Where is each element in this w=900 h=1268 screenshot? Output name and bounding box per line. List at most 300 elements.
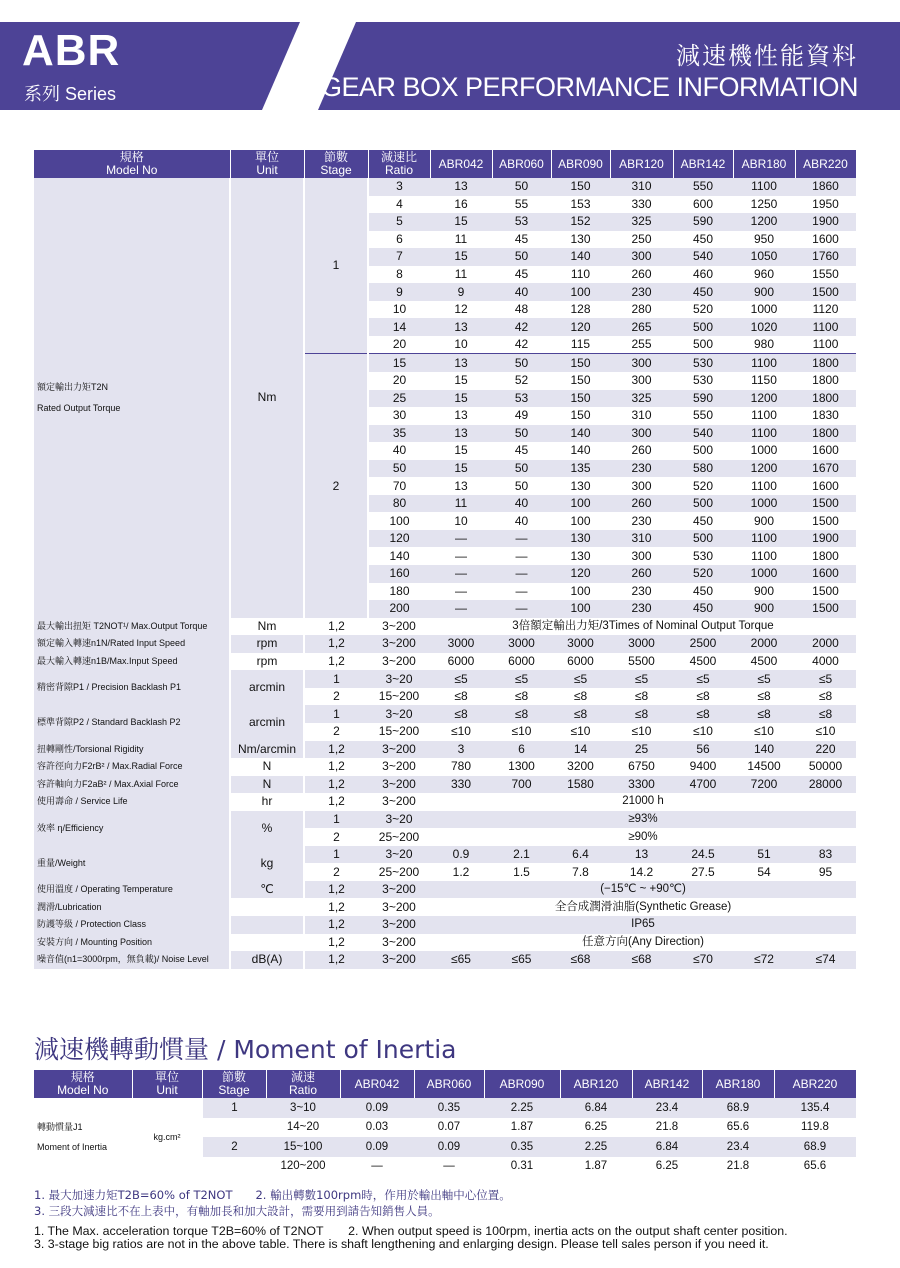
spec-unit: N [230, 776, 304, 794]
value-cell: 260 [631, 443, 652, 458]
value-cell: 300 [610, 425, 673, 443]
value-cell: 255 [631, 337, 652, 352]
value-cell: 150 [570, 373, 591, 388]
value-cell: 6000 [508, 654, 535, 669]
value-cell: 50 [492, 460, 551, 478]
value-cell: ≤5 [795, 670, 856, 688]
value-cell: 128 [570, 302, 591, 317]
value-cell: 55 [514, 196, 529, 211]
value-cell: 95 [818, 864, 833, 879]
value-cell: 540 [673, 248, 733, 266]
ratio-cell: 8 [396, 267, 403, 281]
value-cell: 6.25 [655, 1160, 679, 1173]
value-cell: 260 [631, 267, 652, 281]
value-cell: 13 [454, 478, 468, 493]
spec-unit [230, 898, 304, 916]
value-cell: 4500 [689, 654, 717, 669]
header-unit: 單位 Unit [132, 1070, 202, 1098]
table-row [34, 705, 856, 723]
spec-stage: 2 [333, 864, 340, 879]
inertia-ratio: 14~20 [286, 1121, 320, 1134]
header-unit: 單位 Unit [230, 150, 304, 178]
spec-stage: 2 [333, 689, 340, 704]
spec-stage: 1 [304, 705, 368, 723]
spec-span-value: 21000 h [622, 795, 664, 808]
value-cell: 540 [673, 425, 733, 443]
value-cell: 6000 [567, 654, 594, 669]
value-cell: 300 [631, 373, 652, 388]
value-cell: 16 [454, 196, 468, 211]
spec-ratio: 15~200 [378, 689, 420, 704]
spec-label: 標準背隙P2 / Standard Backlash P2 [34, 705, 230, 740]
value-cell: 4000 [812, 654, 839, 669]
table-row [34, 653, 856, 671]
value-cell: 150 [551, 390, 610, 408]
value-cell: 1000 [733, 495, 795, 513]
value-cell: 140 [570, 443, 591, 458]
inertia-stage: 1 [202, 1098, 266, 1118]
value-cell: 1800 [812, 373, 839, 388]
value-cell: ≤8 [573, 689, 588, 704]
value-cell: 1200 [733, 460, 795, 478]
value-cell: 140 [551, 425, 610, 443]
value-cell: ≤10 [451, 724, 471, 739]
value-cell: 15 [430, 248, 492, 266]
table-row [34, 618, 856, 636]
value-cell: 1120 [812, 302, 839, 317]
value-cell: 53 [492, 390, 551, 408]
value-cell: 6750 [628, 759, 655, 774]
ratio-cell: 40 [392, 443, 407, 458]
inertia-stage [202, 1118, 266, 1138]
inertia-table [34, 1070, 857, 1176]
spec-ratio: 3~20 [368, 846, 430, 864]
value-cell: ≤74 [795, 951, 856, 969]
value-cell: 13 [430, 425, 492, 443]
value-cell: 310 [610, 178, 673, 196]
value-cell: 1100 [733, 425, 795, 443]
value-cell: 450 [692, 583, 714, 598]
value-cell: ≤8 [818, 689, 833, 704]
header-model-col: ABR142 [673, 150, 733, 178]
value-cell: 4500 [750, 654, 778, 669]
value-cell: ≤8 [795, 705, 856, 723]
value-cell: ≤10 [754, 724, 774, 739]
spec-ratio: 3~200 [382, 759, 416, 774]
value-cell: 15 [430, 213, 492, 231]
value-cell: ≤8 [514, 689, 529, 704]
value-cell: 0.07 [437, 1121, 461, 1134]
value-cell: 580 [673, 460, 733, 478]
value-cell: 49 [514, 408, 529, 423]
value-cell: 68.9 [702, 1098, 774, 1118]
value-cell: 14.2 [629, 864, 654, 879]
value-cell: ≤8 [634, 689, 649, 704]
value-cell: 900 [733, 600, 795, 618]
value-cell: — [430, 600, 492, 618]
spec-stage: 1 [304, 811, 368, 829]
header-model: 規格 Model No [34, 1070, 132, 1098]
value-cell: 10 [454, 337, 468, 352]
spec-label: 容許軸向力F2aB² / Max.Axial Force [34, 776, 230, 794]
value-cell: 1800 [795, 354, 856, 372]
value-cell: 119.8 [801, 1121, 829, 1134]
value-cell: 13 [610, 846, 673, 864]
spec-stage: 1,2 [304, 951, 368, 969]
value-cell: 330 [631, 196, 652, 211]
value-cell: 1100 [751, 548, 777, 563]
value-cell: 135.4 [774, 1098, 856, 1118]
value-cell: 15 [454, 373, 468, 388]
value-cell: 50 [492, 248, 551, 266]
header-model: 規格 Model No [34, 150, 230, 178]
value-cell: 1000 [750, 302, 778, 317]
value-cell: 6.25 [584, 1121, 608, 1134]
value-cell: ≤8 [430, 705, 492, 723]
value-cell: 1100 [751, 408, 777, 423]
value-cell: 9 [430, 283, 492, 301]
value-cell: 1550 [812, 267, 839, 281]
value-cell: 5500 [628, 654, 655, 669]
value-cell: 590 [673, 213, 733, 231]
value-cell: 120 [551, 565, 610, 583]
value-cell: ≤8 [673, 705, 733, 723]
header-model-col: ABR090 [484, 1070, 560, 1098]
value-cell: 40 [492, 495, 551, 513]
value-cell: ≤8 [696, 689, 710, 704]
value-cell: 140 [733, 741, 795, 759]
spec-stage: 1,2 [304, 881, 368, 899]
ratio-cell: 140 [389, 548, 410, 563]
value-cell: 42 [492, 318, 551, 336]
value-cell: 7.8 [572, 864, 589, 879]
value-cell: 13 [430, 178, 492, 196]
value-cell: 1600 [812, 478, 839, 493]
value-cell: 14 [551, 741, 610, 759]
spec-label: 額定輸入轉速n1N/Rated Input Speed [34, 635, 230, 653]
value-cell: 0.35 [414, 1098, 484, 1118]
value-cell: 1100 [733, 530, 795, 548]
value-cell: ≤10 [511, 724, 532, 739]
value-cell: 130 [570, 478, 591, 493]
value-cell: 2500 [673, 635, 733, 653]
value-cell: — [455, 583, 467, 598]
value-cell: 51 [733, 846, 795, 864]
value-cell: — [492, 530, 551, 548]
value-cell: 260 [610, 565, 673, 583]
table-row [34, 898, 856, 916]
value-cell: 3 [430, 741, 492, 759]
spec-label: 最大輸出扭矩 T2NOT¹/ Max.Output Torque [34, 618, 230, 636]
header-model-col: ABR142 [632, 1070, 702, 1098]
value-cell: ≤10 [815, 724, 836, 739]
spec-label: 安裝方向 / Mounting Position [34, 934, 230, 952]
value-cell: 1200 [733, 390, 795, 408]
value-cell: 150 [570, 408, 591, 423]
value-cell: 1670 [795, 460, 856, 478]
spec-unit: Nm/arcmin [230, 741, 304, 759]
value-cell: 2.1 [492, 846, 551, 864]
value-cell: 1500 [795, 283, 856, 301]
spec-ratio: 3~200 [368, 881, 430, 899]
spec-stage: 1,2 [328, 794, 345, 809]
value-cell: 1900 [795, 530, 856, 548]
value-cell: 1000 [750, 443, 778, 458]
value-cell: 100 [551, 495, 610, 513]
value-cell: — [430, 565, 492, 583]
value-cell: 40 [492, 283, 551, 301]
value-cell: 1580 [551, 776, 610, 794]
spec-unit: N [230, 758, 304, 776]
value-cell: 23.4 [702, 1137, 774, 1157]
spec-label: 重量/Weight [34, 846, 230, 881]
value-cell: ≤65 [492, 951, 551, 969]
ratio-cell: 35 [368, 425, 430, 443]
ratio-cell: 20 [392, 337, 407, 352]
spec-ratio: 3~200 [382, 654, 416, 669]
value-cell: ≤10 [693, 724, 713, 739]
header-model-col: ABR060 [414, 1070, 484, 1098]
value-cell: 1500 [812, 513, 839, 528]
value-cell: 28000 [795, 776, 856, 794]
header-model-col: ABR180 [702, 1070, 774, 1098]
value-cell: 260 [610, 495, 673, 513]
spec-label: 使用溫度 / Operating Temperature [34, 881, 230, 899]
ratio-cell: 14 [368, 318, 430, 336]
value-cell: 960 [753, 267, 775, 281]
value-cell: 0.31 [510, 1160, 534, 1173]
value-cell: 9400 [689, 759, 717, 774]
value-cell: 1830 [812, 408, 839, 423]
ratio-cell: 80 [368, 495, 430, 513]
value-cell: ≤5 [492, 670, 551, 688]
header-model-col: ABR120 [610, 150, 673, 178]
value-cell: 230 [631, 513, 652, 528]
value-cell: 13 [430, 354, 492, 372]
value-cell: 3000 [610, 635, 673, 653]
value-cell: 310 [610, 530, 673, 548]
value-cell: 100 [551, 283, 610, 301]
value-cell: 140 [551, 248, 610, 266]
value-cell: 23.4 [632, 1098, 702, 1118]
spec-stage: 1 [304, 846, 368, 864]
spec-unit [230, 934, 304, 952]
value-cell: 1760 [795, 248, 856, 266]
header-model-col: ABR220 [795, 150, 856, 178]
spec-ratio: 3~20 [368, 705, 430, 723]
value-cell: 130 [570, 231, 591, 246]
spec-unit: rpm [230, 653, 304, 671]
value-cell: 3000 [430, 635, 492, 653]
spec-label: 噪音值(n1=3000rpm，無負載)/ Noise Level [34, 951, 230, 969]
value-cell: 1800 [795, 425, 856, 443]
header-model-col: ABR042 [340, 1070, 414, 1098]
spec-stage: 2 [333, 829, 340, 844]
value-cell: 230 [610, 283, 673, 301]
table-row [34, 811, 856, 829]
value-cell: 1500 [812, 583, 839, 598]
value-cell: 450 [673, 600, 733, 618]
table-row [34, 1098, 856, 1118]
value-cell: 4700 [673, 776, 733, 794]
spec-unit: arcmin [230, 670, 304, 705]
value-cell: 2.25 [560, 1137, 632, 1157]
value-cell: 130 [570, 548, 591, 563]
value-cell: 590 [673, 390, 733, 408]
value-cell: 45 [514, 267, 529, 281]
value-cell: 900 [753, 513, 775, 528]
value-cell: 3000 [492, 635, 551, 653]
value-cell: 6.4 [551, 846, 610, 864]
inertia-section-title: 減速機轉動慣量 / Moment of Inertia [34, 1035, 457, 1064]
header-model-col: ABR060 [492, 150, 551, 178]
value-cell: 100 [570, 513, 591, 528]
spec-stage: 1,2 [304, 916, 368, 934]
value-cell: 500 [673, 530, 733, 548]
value-cell: 1600 [812, 443, 839, 458]
ratio-cell: 7 [368, 248, 430, 266]
value-cell: 48 [514, 302, 529, 317]
ratio-cell: 25 [368, 390, 430, 408]
value-cell: 280 [631, 302, 652, 317]
value-cell: 6 [492, 741, 551, 759]
value-cell: 50 [492, 425, 551, 443]
ratio-cell: 9 [368, 283, 430, 301]
value-cell: 42 [514, 337, 529, 352]
value-cell: 3000 [551, 635, 610, 653]
value-cell: 45 [514, 231, 529, 246]
value-cell: 500 [692, 443, 714, 458]
value-cell: ≤70 [673, 951, 733, 969]
table-row [34, 741, 856, 759]
value-cell: 1.5 [513, 864, 530, 879]
value-cell: 13 [454, 408, 468, 423]
header-ratio: 減速 Ratio [266, 1070, 340, 1098]
value-cell: 65.6 [726, 1121, 750, 1134]
value-cell: 40 [514, 513, 529, 528]
spec-ratio: 3~20 [368, 670, 430, 688]
value-cell: 1950 [812, 196, 839, 211]
ratio-cell: 200 [368, 600, 430, 618]
inertia-stage [202, 1157, 266, 1177]
value-cell: 11 [454, 267, 468, 281]
note-en-1: 1. The Max. acceleration torque T2B=60% of T2NOT 2. When output speed is 100rpm, inertia acts on the output shaft center position. [34, 1224, 788, 1238]
value-cell: 6.84 [560, 1098, 632, 1118]
spec-ratio: 15~200 [378, 724, 420, 739]
ratio-cell: 50 [368, 460, 430, 478]
value-cell: 300 [631, 478, 652, 493]
value-cell: 135 [551, 460, 610, 478]
value-cell: 1000 [733, 565, 795, 583]
value-cell: 150 [551, 354, 610, 372]
spec-unit: kg [230, 846, 304, 881]
value-cell: 0.09 [340, 1098, 414, 1118]
table-row [34, 793, 856, 811]
value-cell: 7200 [733, 776, 795, 794]
value-cell: 300 [610, 248, 673, 266]
spec-span-value: 全合成潤滑油脂(Synthetic Grease) [554, 900, 732, 913]
spec-stage: 1,2 [328, 654, 345, 669]
value-cell: 450 [673, 283, 733, 301]
value-cell: ≤68 [551, 951, 610, 969]
value-cell: 1600 [795, 565, 856, 583]
value-cell: 1860 [795, 178, 856, 196]
ratio-cell: 6 [396, 231, 403, 246]
value-cell: 1020 [733, 318, 795, 336]
value-cell: 15 [430, 460, 492, 478]
value-cell: 0.9 [430, 846, 492, 864]
value-cell: ≤68 [610, 951, 673, 969]
value-cell: 900 [733, 283, 795, 301]
header-stage: 節數 Stage [202, 1070, 266, 1098]
value-cell: 150 [551, 178, 610, 196]
value-cell: — [371, 1160, 383, 1173]
value-cell: — [515, 548, 528, 563]
spec-stage: 2 [333, 724, 340, 739]
value-cell: ≤8 [492, 705, 551, 723]
spec-stage: 1,2 [328, 934, 345, 949]
value-cell: 450 [692, 231, 714, 246]
value-cell: 230 [610, 460, 673, 478]
inertia-ratio: 120~200 [280, 1160, 326, 1173]
inertia-label-en: Moment of Inertia [37, 1142, 108, 1152]
note-en-2: 3. 3-stage big ratios are not in the above table. There is shaft lengthening and enlarging design. Please tell sales person if you need it. [34, 1237, 769, 1251]
spec-stage: 1,2 [304, 635, 368, 653]
ratio-cell: 3 [368, 178, 430, 196]
value-cell: ≤8 [454, 689, 468, 704]
inertia-unit: kg.cm² [132, 1098, 202, 1176]
header-row [34, 150, 856, 178]
value-cell: 100 [551, 600, 610, 618]
ratio-cell: 30 [392, 408, 407, 423]
spec-unit: Nm [230, 618, 304, 636]
value-cell: 1.87 [510, 1121, 534, 1134]
value-cell: 68.9 [774, 1137, 856, 1157]
value-cell: 53 [492, 213, 551, 231]
value-cell: 2000 [795, 635, 856, 653]
value-cell: ≤8 [733, 705, 795, 723]
spec-unit: arcmin [230, 705, 304, 740]
value-cell: 21.8 [655, 1121, 679, 1134]
value-cell: 300 [631, 548, 652, 563]
spec-span-value: ≥90% [628, 830, 658, 843]
spec-span-value: IP65 [430, 916, 856, 934]
value-cell: 1150 [751, 373, 777, 388]
value-cell: 1100 [733, 178, 795, 196]
spec-label: 使用壽命 / Service Life [34, 793, 230, 811]
header-model-col: ABR090 [551, 150, 610, 178]
torque-stage-1: 1 [304, 178, 368, 354]
ratio-cell: 100 [389, 513, 410, 528]
value-cell: 550 [673, 178, 733, 196]
value-cell: 12 [454, 302, 468, 317]
inertia-ratio: 3~10 [266, 1098, 340, 1118]
ratio-cell: 70 [392, 478, 407, 493]
page-title-en: GEAR BOX PERFORMANCE INFORMATION [320, 72, 858, 102]
ratio-cell: 15 [368, 354, 430, 372]
spec-unit: % [230, 811, 304, 846]
value-cell: — [515, 583, 528, 598]
value-cell: 25 [610, 741, 673, 759]
value-cell: 530 [692, 548, 714, 563]
value-cell: 1.87 [584, 1160, 608, 1173]
spec-unit: ℃ [230, 881, 304, 899]
value-cell: 6000 [447, 654, 475, 669]
value-cell: 0.09 [340, 1137, 414, 1157]
value-cell: 10 [454, 513, 468, 528]
value-cell: — [430, 530, 492, 548]
ratio-cell: 120 [368, 530, 430, 548]
